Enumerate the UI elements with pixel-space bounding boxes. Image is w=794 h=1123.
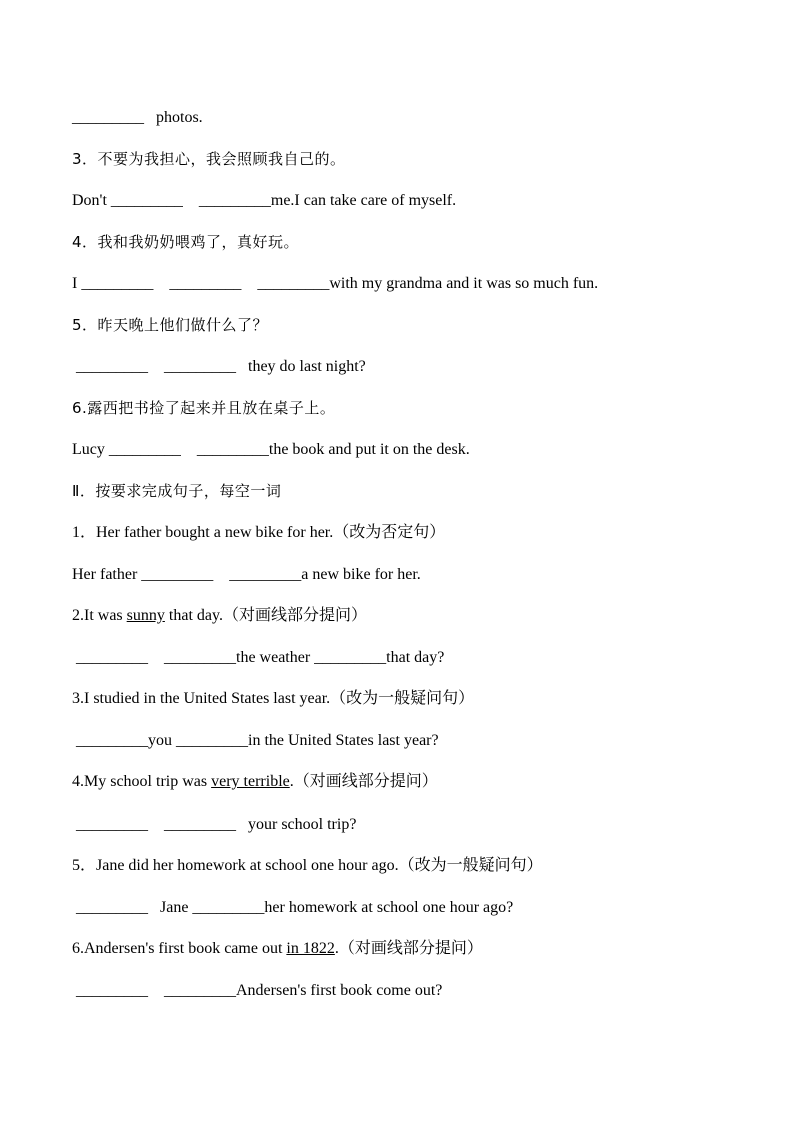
answer-line: _________ Jane _________her homework at school one hour ago? — [72, 899, 514, 916]
question-line: 4．我和我奶奶喂鸡了，真好玩。 — [72, 233, 300, 251]
section-heading: Ⅱ．按要求完成句子，每空一词 — [72, 482, 282, 500]
question-line: 3．不要为我担心，我会照顾我自己的。 — [72, 150, 346, 168]
underlined-text: in 1822 — [286, 940, 335, 957]
answer-line: Don't _________ _________me.I can take care of myself. — [72, 192, 457, 209]
answer-line: _________ _________ they do last night? — [72, 358, 366, 375]
underlined-text: very terrible — [211, 773, 290, 790]
question-text: that day.（对画线部分提问） — [164, 607, 367, 624]
question-line — [72, 772, 438, 792]
question-line — [72, 939, 483, 959]
answer-line: _________you _________in the United States last year? — [72, 732, 439, 749]
question-line: 5．昨天晚上他们做什么了？ — [72, 316, 269, 334]
question-line: 3.I studied in the United States last year.（改为一般疑问句） — [72, 690, 475, 707]
question-line: 6.露西把书捡了起来并且放在桌子上。 — [72, 399, 336, 417]
question-line: 5．Jane did her homework at school one hour ago.（改为一般疑问句） — [72, 857, 543, 874]
question-text: 6.Andersen's first book came out — [72, 940, 287, 957]
question-line: 1．Her father bought a new bike for her.（改为否定句） — [72, 524, 446, 541]
question-text: .（对画线部分提问） — [334, 940, 483, 957]
answer-line: _________ _________Andersen's first book come out? — [72, 982, 443, 999]
answer-line: _________ _________the weather _________that day? — [72, 649, 445, 666]
answer-line: I _________ _________ _________with my grandma and it was so much fun. — [72, 275, 599, 292]
question-text: 4.My school trip was — [72, 773, 212, 790]
answer-line: Her father _________ _________a new bike for her. — [72, 566, 421, 583]
answer-line: _________ _________ your school trip? — [72, 816, 357, 833]
question-line: _________ photos. — [72, 109, 203, 126]
answer-line: Lucy _________ _________the book and put it on the desk. — [72, 441, 470, 458]
question-text: 2.It was — [72, 607, 127, 624]
underlined-text: sunny — [126, 607, 165, 624]
question-text: .（对画线部分提问） — [289, 773, 438, 790]
question-line — [72, 606, 367, 626]
